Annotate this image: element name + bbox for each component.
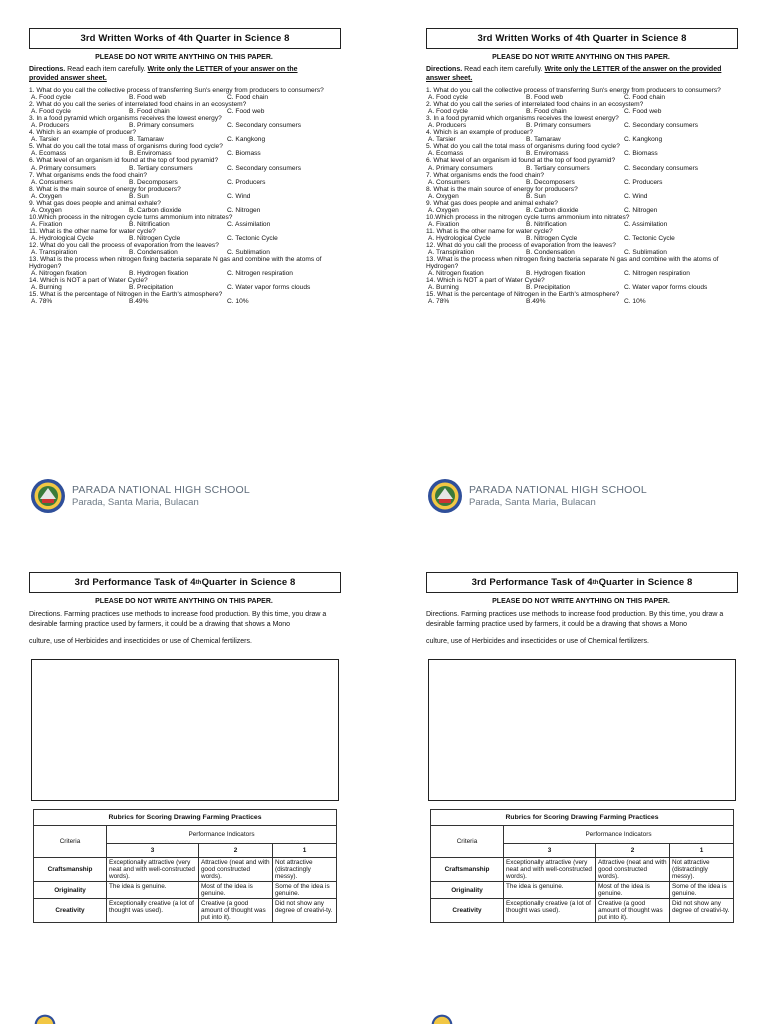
question-text: 9. What gas does people and animal exhale? (29, 199, 161, 207)
question-text: 11. What is the other name for water cycle? (29, 227, 156, 235)
rubric-cell: Most of the idea is genuine. (595, 882, 669, 899)
question-text: 12. What do you call the process of evaporation from the leaves? (29, 242, 219, 250)
do-not-write-warning: PLEASE DO NOT WRITE ANYTHING ON THIS PAPER. (492, 598, 670, 605)
option-a: A. Tarsier (428, 136, 456, 144)
criterion-name: Originality (34, 882, 107, 899)
level-header: 1 (272, 844, 336, 858)
task-directions-cont: culture, use of Herbicides and insecticides or use of Chemical fertilizers. (426, 638, 649, 645)
rubric-cell: The idea is genuine. (504, 882, 596, 899)
option-c: C. Assimilation (227, 220, 271, 228)
directions-text: Read each item carefully. (462, 66, 545, 73)
option-c: C. Sublimation (227, 249, 270, 257)
title-text-end: Quarter in Science 8 (598, 577, 693, 588)
option-b: B. Food chain (526, 108, 567, 116)
option-b: B. Carbon dioxide (129, 206, 182, 214)
drawing-box (31, 659, 339, 801)
criteria-header: Criteria (34, 826, 107, 858)
rubric-header-row (431, 826, 734, 844)
option-a: A. Food cycle (428, 94, 468, 102)
option-c: C. 10% (227, 298, 249, 306)
answer-options (29, 298, 329, 305)
option-a: A. Oxygen (31, 192, 62, 200)
option-c: C. Wind (227, 192, 251, 200)
question-text: 5. What do you call the total mass of organisms during food cycle? (426, 143, 620, 151)
option-c: C. Food chain (227, 94, 269, 102)
title-sup: th (592, 579, 599, 586)
answer-options (29, 270, 329, 277)
option-b: B. Hydrogen fixation (526, 270, 586, 278)
answer-options (29, 179, 329, 186)
rubric-cell: Exceptionally attractive (very neat and with well-constructed words). (107, 858, 199, 882)
answer-options (29, 249, 329, 256)
answer-options (29, 165, 329, 172)
directions-text: Read each item carefully. (65, 66, 148, 73)
question-list (29, 87, 329, 305)
option-c: C. Biomass (227, 150, 261, 158)
answer-options (426, 284, 726, 291)
question-text: 8. What is the main source of energy for producers? (426, 185, 578, 193)
option-c: C. Wind (624, 192, 648, 200)
option-b: B. Enviromass (129, 150, 172, 158)
option-a: A. Hydrological Cycle (31, 234, 94, 242)
task-directions: Directions. Farming practices use methods to increase food production. By this time, you draw a desirable farming practice used by farmers, it could be a drawing that shows a Mono (426, 611, 724, 628)
option-a: A. Ecomass (428, 150, 464, 158)
rubric-cell: Did not show any degree of creativi-ty. (272, 899, 336, 923)
option-b: B. Sun (526, 192, 546, 200)
rubric-table (33, 809, 337, 923)
option-a: A. 78% (31, 298, 53, 306)
answer-options (29, 235, 329, 242)
option-b: B. Precipitation (526, 284, 571, 292)
option-c: C. Nitrogen respiration (624, 270, 690, 278)
rubric-cell: The idea is genuine. (107, 882, 199, 899)
option-b: B. Precipitation (129, 284, 174, 292)
option-c: C. 10% (624, 298, 646, 306)
option-a: A. Burning (428, 284, 459, 292)
written-works-title: 3rd Written Works of 4th Quarter in Science 8 (426, 28, 738, 49)
option-b: B. Sun (129, 192, 149, 200)
school-header (427, 478, 647, 514)
rubric-title: Rubrics for Scoring Drawing Farming Practices (431, 810, 734, 826)
rubric-title: Rubrics for Scoring Drawing Farming Practices (34, 810, 337, 826)
question-text: 10.Which process in the nitrogen cycle turns ammonium into nitrates? (29, 213, 233, 221)
answer-options (29, 193, 329, 200)
question-text: 14. Which is NOT a part of Water Cycle? (29, 277, 148, 285)
level-header: 3 (504, 844, 596, 858)
option-c: C. Sublimation (624, 249, 667, 257)
option-a: A. Consumers (428, 178, 470, 186)
option-b: B. Condensation (526, 249, 575, 257)
school-seal-icon (431, 1014, 453, 1024)
answer-options (426, 94, 726, 101)
option-c: C. Secondary consumers (227, 122, 302, 130)
question-text: 11. What is the other name for water cycle? (426, 227, 553, 235)
option-c: C. Food chain (624, 94, 666, 102)
option-a: A. Producers (428, 122, 467, 130)
option-b: B. Decomposers (526, 178, 575, 186)
option-b: B. Hydrogen fixation (129, 270, 189, 278)
answer-options (426, 249, 726, 256)
rubric-title-row (34, 810, 337, 826)
question-text: 13. What is the process when nitrogen fixing bacteria separate N gas and combine with the atoms of Hydrogen? (29, 256, 322, 271)
option-b: B. Condensation (129, 249, 178, 257)
answer-options (426, 207, 726, 214)
option-a: A. Food cycle (428, 108, 468, 116)
option-a: A. Fixation (428, 220, 460, 228)
option-a: A. Nitrogen fixation (31, 270, 87, 278)
option-c: C. Secondary consumers (624, 164, 699, 172)
option-b: B. Primary consumers (129, 122, 194, 130)
directions (426, 65, 726, 83)
option-a: A. Nitrogen fixation (428, 270, 484, 278)
option-a: A. 78% (428, 298, 450, 306)
written-works-sheet-right (426, 28, 766, 305)
question-text: 4. Which is an example of producer? (426, 129, 534, 137)
question-text: 9. What gas does people and animal exhale? (426, 199, 558, 207)
criterion-name: Originality (431, 882, 504, 899)
option-c: C. Water vapor forms clouds (624, 284, 708, 292)
answer-options (426, 193, 726, 200)
option-a: A. Transpiration (31, 249, 78, 257)
rubric-cell: Exceptionally creative (a lot of thought was used). (107, 899, 199, 923)
question-text: 1. What do you call the collective process of transferring Sun's energy from producers to consumers? (29, 87, 324, 94)
rubric-table (430, 809, 734, 923)
school-seal-icon (427, 478, 463, 514)
question-text: 8. What is the main source of energy for producers? (29, 185, 181, 193)
option-a: A. Primary consumers (428, 164, 493, 172)
answer-options (426, 122, 726, 129)
option-a: A. Burning (31, 284, 62, 292)
rubric-cell: Creative (a good amount of thought was put into it). (595, 899, 669, 923)
rubric-cell: Not attractive (distractingly messy). (272, 858, 336, 882)
question-text: 4. Which is an example of producer? (29, 129, 137, 137)
school-seal-icon (30, 478, 66, 514)
option-a: A. Food cycle (31, 108, 71, 116)
option-c: C. Biomass (624, 150, 658, 158)
rubric-title-row (431, 810, 734, 826)
answer-options (29, 136, 329, 143)
level-header: 1 (669, 844, 733, 858)
do-not-write-warning: PLEASE DO NOT WRITE ANYTHING ON THIS PAPER. (95, 54, 273, 61)
option-a: A. Fixation (31, 220, 63, 228)
title-text: 3rd Performance Task of 4 (74, 577, 196, 588)
option-a: A. Hydrological Cycle (428, 234, 491, 242)
question-text: 10.Which process in the nitrogen cycle turns ammonium into nitrates? (426, 213, 630, 221)
school-name: PARADA NATIONAL HIGH SCHOOL (469, 484, 647, 496)
rubric-cell: Some of the idea is genuine. (669, 882, 733, 899)
option-c: C. Producers (624, 178, 663, 186)
option-c: C. Secondary consumers (624, 122, 699, 130)
rubric-cell: Exceptionally attractive (very neat and with well-constructed words). (504, 858, 596, 882)
rubric-row (34, 899, 337, 923)
performance-task-title (426, 572, 738, 593)
directions-emphasis: Write only the LETTER of the answer on the provided answer sheet. (426, 66, 722, 82)
option-b: B. Nitrogen Cycle (526, 234, 578, 242)
indicators-header: Performance Indicators (504, 826, 734, 844)
question-text: 15. What is the percentage of Nitrogen in the Earth's atmosphere? (426, 291, 620, 299)
option-b: B. Nitrogen Cycle (129, 234, 181, 242)
level-header: 3 (107, 844, 199, 858)
option-a: A. Tarsier (31, 136, 59, 144)
school-header (30, 478, 250, 514)
directions-label: Directions. (29, 66, 66, 73)
question-text: 6. What level of an organism id found at the top of food pyramid? (29, 157, 219, 165)
drawing-box (428, 659, 736, 801)
option-c: C. Tectonic Cycle (624, 234, 675, 242)
option-b: B.49% (129, 298, 149, 306)
task-directions-cont: culture, use of Herbicides and insecticides or use of Chemical fertilizers. (29, 638, 252, 645)
criterion-name: Craftsmanship (431, 858, 504, 882)
directions-label: Directions. (426, 66, 463, 73)
performance-task-sheet-right (426, 572, 766, 923)
directions (29, 65, 329, 83)
question-text: 13. What is the process when nitrogen fixing bacteria separate N gas and combine with the atoms of Hydrogen? (426, 256, 719, 271)
option-b: B. Enviromass (526, 150, 569, 158)
answer-options (426, 136, 726, 143)
question-text: 7. What organisms ends the food chain? (426, 171, 545, 179)
title-sup: th (195, 579, 202, 586)
option-c: C. Secondary consumers (227, 164, 302, 172)
rubric-cell: Exceptionally creative (a lot of thought was used). (504, 899, 596, 923)
title-text: 3rd Performance Task of 4 (471, 577, 593, 588)
option-b: B. Food chain (129, 108, 170, 116)
option-c: C. Nitrogen respiration (227, 270, 293, 278)
question-text: 7. What organisms ends the food chain? (29, 171, 148, 179)
question-text: 5. What do you call the total mass of organisms during food cycle? (29, 143, 223, 151)
answer-options (29, 94, 329, 101)
answer-options (426, 165, 726, 172)
option-b: B. Tertiary consumers (526, 164, 590, 172)
answer-options (426, 150, 726, 157)
question-text: 2. What do you call the series of interrelated food chains in an ecosystem? (426, 101, 644, 109)
rubric-row (34, 858, 337, 882)
do-not-write-warning: PLEASE DO NOT WRITE ANYTHING ON THIS PAPER. (95, 598, 273, 605)
rubric-cell: Not attractive (distractingly messy). (669, 858, 733, 882)
answer-options (29, 108, 329, 115)
directions-emphasis: Write only the LETTER of your answer on the provided answer sheet. (29, 66, 298, 82)
option-c: C. Kangkong (227, 136, 266, 144)
rubric-cell: Did not show any degree of creativi-ty. (669, 899, 733, 923)
option-b: B. Primary consumers (526, 122, 591, 130)
rubric-row (34, 882, 337, 899)
level-header: 2 (595, 844, 669, 858)
written-works-sheet-left (29, 28, 369, 305)
question-text: 3. In a food pyramid which organisms receives the lowest energy? (426, 115, 619, 123)
rubric-row (431, 882, 734, 899)
rubric-cell: Attractive (neat and with good constructed words). (595, 858, 669, 882)
option-a: A. Oxygen (428, 206, 459, 214)
written-works-title: 3rd Written Works of 4th Quarter in Science 8 (29, 28, 341, 49)
option-b: B. Tamaraw (526, 136, 561, 144)
option-a: A. Consumers (31, 178, 73, 186)
option-a: A. Producers (31, 122, 70, 130)
indicators-header: Performance Indicators (107, 826, 337, 844)
question-text: 6. What level of an organism id found at the top of food pyramid? (426, 157, 616, 165)
option-b: B.49% (526, 298, 546, 306)
option-a: A. Oxygen (428, 192, 459, 200)
answer-options (29, 122, 329, 129)
school-name: PARADA NATIONAL HIGH SCHOOL (72, 484, 250, 496)
option-c: C. Nitrogen (624, 206, 658, 214)
answer-options (426, 270, 726, 277)
question-text: 15. What is the percentage of Nitrogen in the Earth's atmosphere? (29, 291, 223, 299)
option-c: C. Water vapor forms clouds (227, 284, 311, 292)
question-list (426, 87, 726, 305)
rubric-header-row (34, 826, 337, 844)
rubric-row (431, 858, 734, 882)
do-not-write-warning: PLEASE DO NOT WRITE ANYTHING ON THIS PAPER. (492, 54, 670, 61)
option-b: B. Tamaraw (129, 136, 164, 144)
criteria-header: Criteria (431, 826, 504, 858)
option-a: A. Ecomass (31, 150, 67, 158)
answer-options (29, 150, 329, 157)
answer-options (29, 207, 329, 214)
option-b: B. Nitrification (129, 220, 170, 228)
answer-options (426, 298, 726, 305)
school-address: Parada, Santa Maria, Bulacan (72, 497, 199, 508)
criterion-name: Craftsmanship (34, 858, 107, 882)
option-b: B. Nitrification (526, 220, 567, 228)
option-a: A. Food cycle (31, 94, 71, 102)
school-address: Parada, Santa Maria, Bulacan (469, 497, 596, 508)
answer-options (426, 179, 726, 186)
criterion-name: Creativity (34, 899, 107, 923)
rubric-cell: Some of the idea is genuine. (272, 882, 336, 899)
level-header: 2 (198, 844, 272, 858)
rubric-row (431, 899, 734, 923)
performance-task-sheet-left (29, 572, 369, 923)
option-b: B. Decomposers (129, 178, 178, 186)
option-b: B. Carbon dioxide (526, 206, 579, 214)
answer-options (426, 221, 726, 228)
option-a: A. Transpiration (428, 249, 475, 257)
option-a: A. Primary consumers (31, 164, 96, 172)
question-text: 3. In a food pyramid which organisms receives the lowest energy? (29, 115, 222, 123)
title-text-end: Quarter in Science 8 (201, 577, 296, 588)
option-c: C. Tectonic Cycle (227, 234, 278, 242)
task-directions: Directions. Farming practices use methods to increase food production. By this time, you draw a desirable farming practice used by farmers, it could be a drawing that shows a Mono (29, 611, 327, 628)
answer-options (426, 235, 726, 242)
criterion-name: Creativity (431, 899, 504, 923)
option-c: C. Assimilation (624, 220, 668, 228)
answer-options (29, 284, 329, 291)
option-c: C. Nitrogen (227, 206, 261, 214)
option-b: B. Food web (129, 94, 167, 102)
option-c: C. Producers (227, 178, 266, 186)
question-text: 1. What do you call the collective process of transferring Sun's energy from producers to consumers? (426, 87, 721, 94)
answer-options (29, 221, 329, 228)
question-text: 2. What do you call the series of interrelated food chains in an ecosystem? (29, 101, 247, 109)
school-seal-icon (34, 1014, 56, 1024)
question-text: 12. What do you call the process of evaporation from the leaves? (426, 242, 616, 250)
answer-options (426, 108, 726, 115)
rubric-cell: Attractive (neat and with good constructed words). (198, 858, 272, 882)
performance-task-title (29, 572, 341, 593)
option-c: C. Food web (624, 108, 662, 116)
option-b: B. Food web (526, 94, 564, 102)
rubric-cell: Creative (a good amount of thought was put into it). (198, 899, 272, 923)
option-a: A. Oxygen (31, 206, 62, 214)
question-text: 14. Which is NOT a part of Water Cycle? (426, 277, 545, 285)
option-b: B. Tertiary consumers (129, 164, 193, 172)
option-c: C. Kangkong (624, 136, 663, 144)
option-c: C. Food web (227, 108, 265, 116)
rubric-cell: Most of the idea is genuine. (198, 882, 272, 899)
